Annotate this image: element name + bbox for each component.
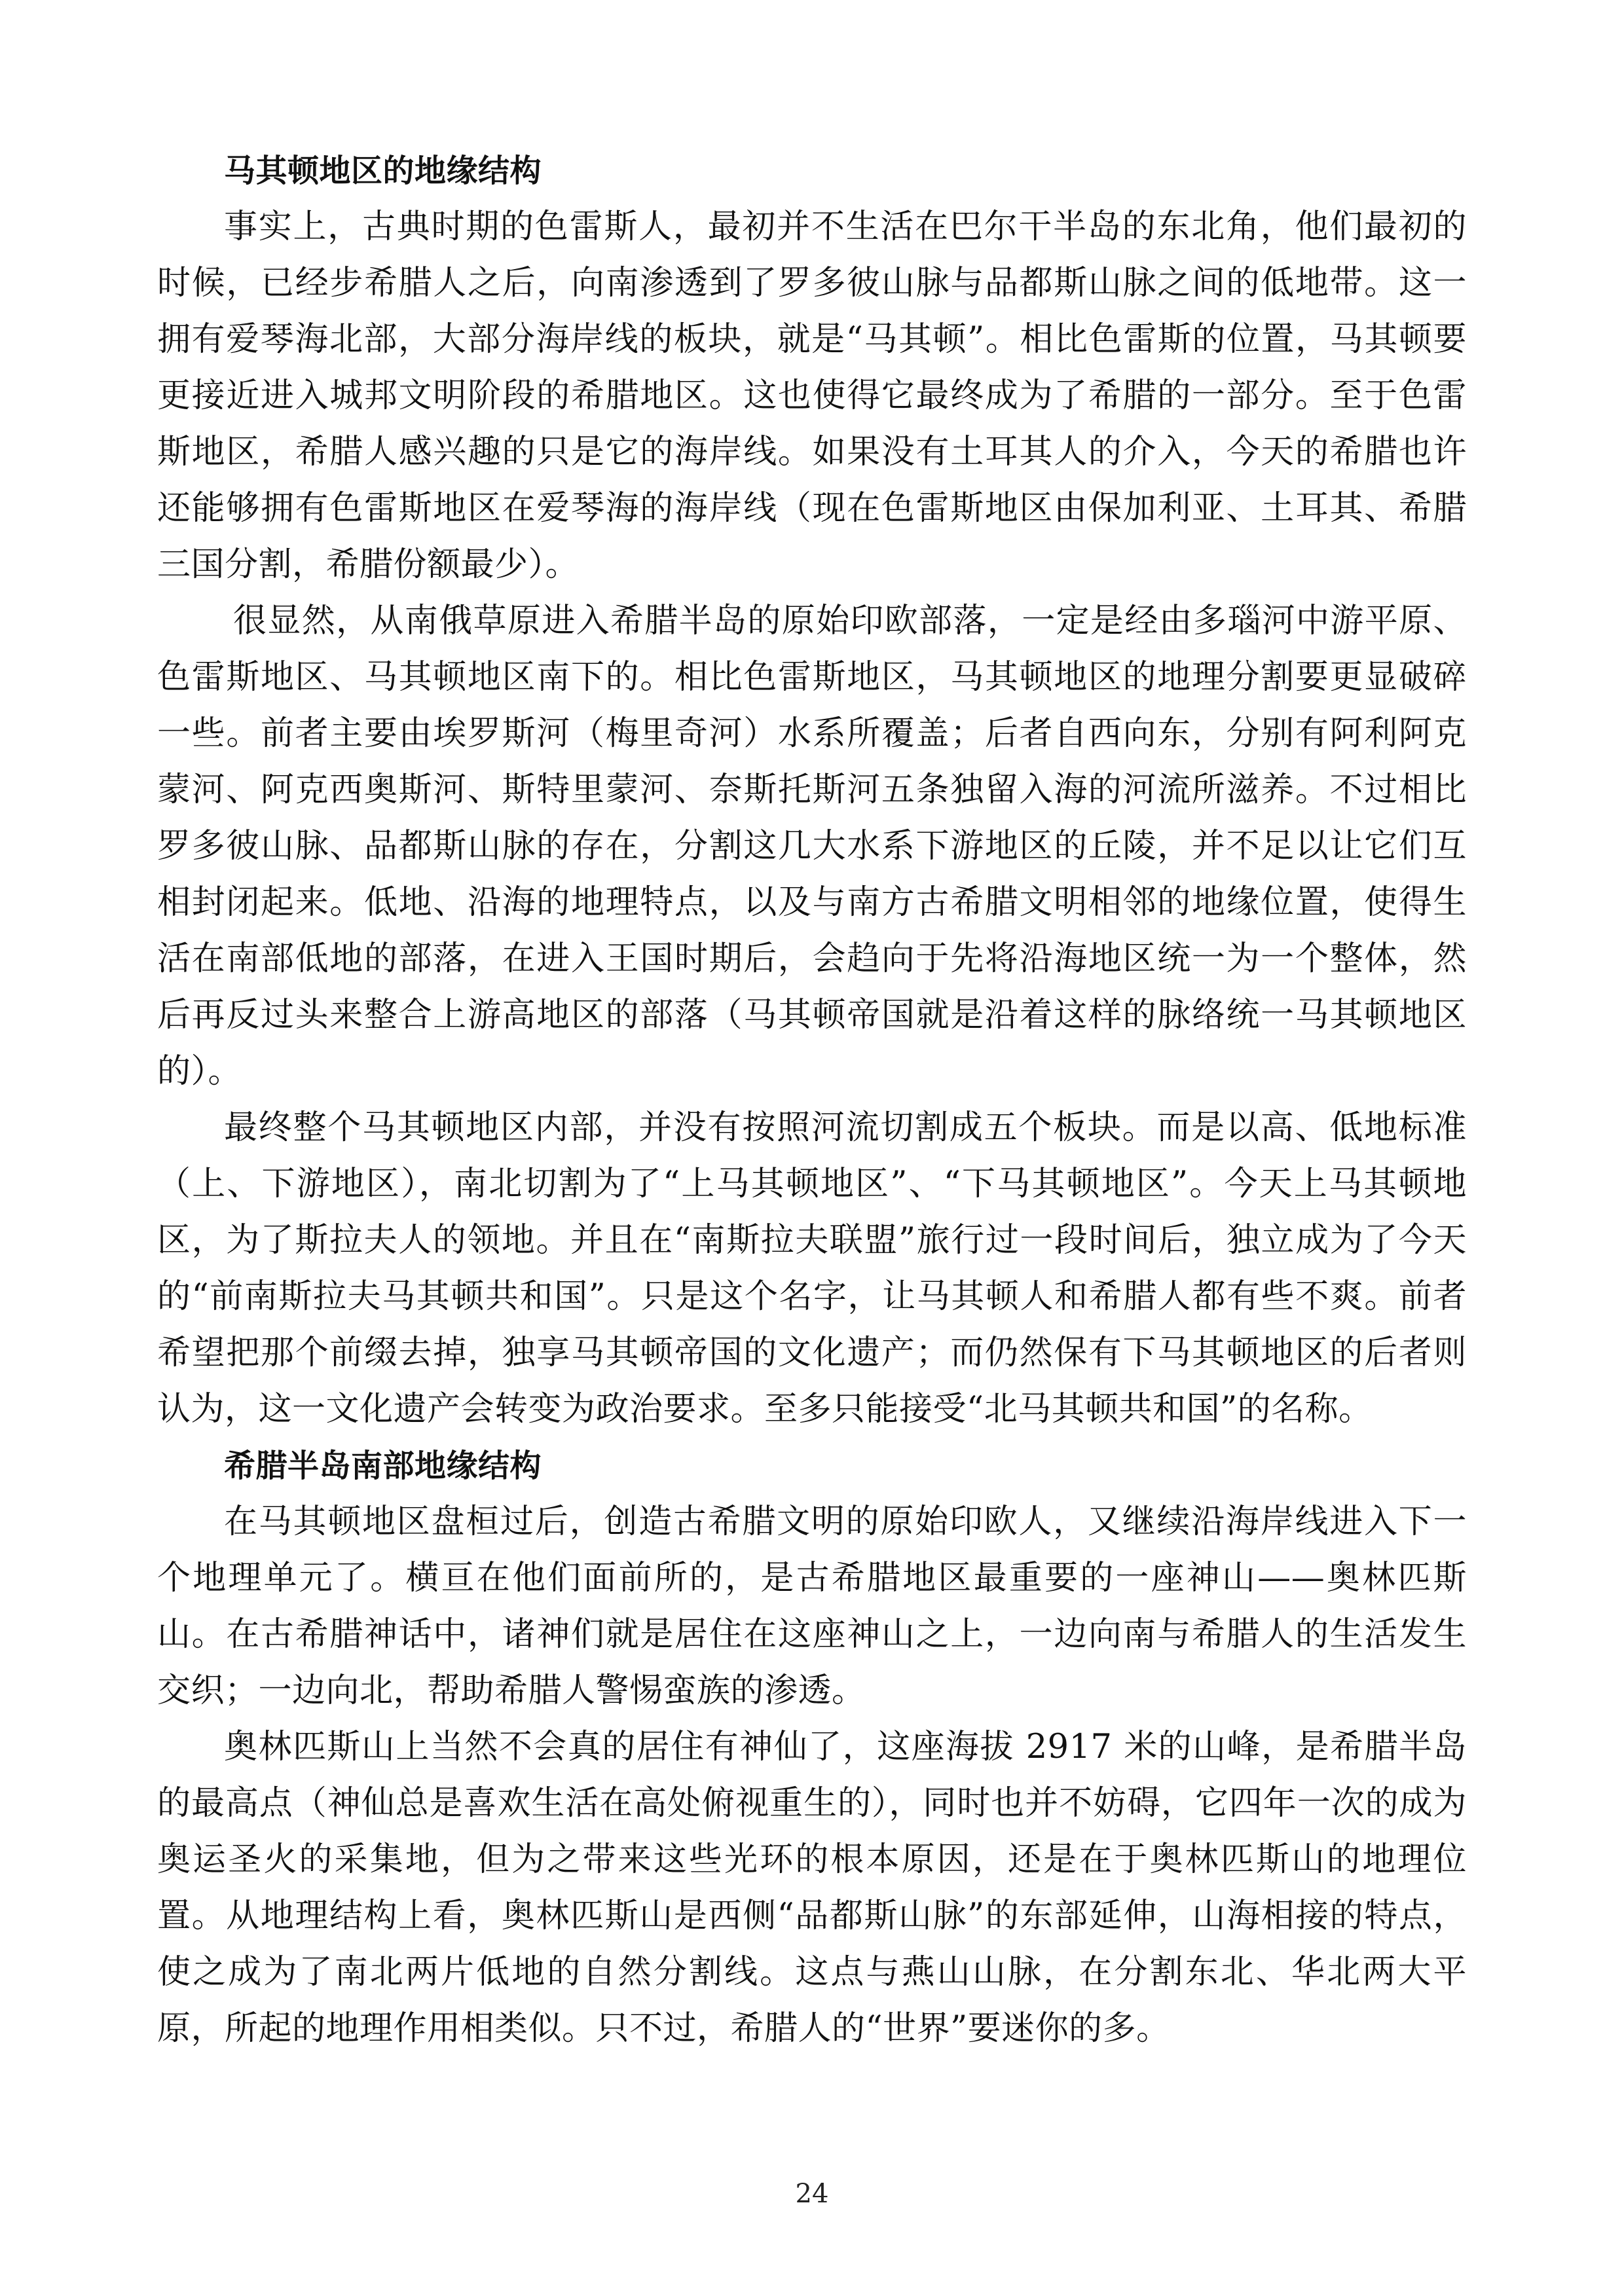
page-number: 24 bbox=[795, 2179, 829, 2209]
page-content bbox=[157, 143, 1467, 2057]
paragraph: 在马其顿地区盘桓过后，创造古希腊文明的原始印欧人，又继续沿海岸线进入下一个地理单元了。横亘在他们面前所的，是古希腊地区最重要的一座神山——奥林匹斯山。在古希腊神话中，诸神们就是居住在这座神山之上，一边向南与希腊人的生活发生交织；一边向北，帮助希腊人警惕蛮族的渗透。 bbox=[157, 1503, 1467, 1710]
paragraph: 事实上，古典时期的色雷斯人，最初并不生活在巴尔干半岛的东北角，他们最初的时候，已经步希腊人之后，向南渗透到了罗多彼山脉与品都斯山脉之间的低地带。这一拥有爱琴海北部，大部分海岸线的板块，就是“马其顿”。相比色雷斯的位置，马其顿要更接近进入城邦文明阶段的希腊地区。这也使得它最终成为了希腊的一部分。至于色雷斯地区，希腊人感兴趣的只是它的海岸线。如果没有土耳其人的介入，今天的希腊也许还能够拥有色雷斯地区在爱琴海的海岸线（现在色雷斯地区由保加利亚、土耳其、希腊三国分割，希腊份额最少）。 bbox=[157, 208, 1467, 584]
paragraph: 奥林匹斯山上当然不会真的居住有神仙了，这座海拔 2917 米的山峰，是希腊半岛的最高点（神仙总是喜欢生活在高处俯视重生的），同时也并不妨碍，它四年一次的成为奥运圣火的采集地，但为之带来这些光环的根本原因，还是在于奥林匹斯山的地理位置。从地理结构上看，奥林匹斯山是西侧“品都斯山脉”的东部延伸，山海相接的特点，使之成为了南北两片低地的自然分割线。这点与燕山山脉，在分割东北、华北两大平原，所起的地理作用相类似。只不过，希腊人的“世界”要迷你的多。 bbox=[157, 1728, 1467, 2048]
paragraph: 很显然，从南俄草原进入希腊半岛的原始印欧部落，一定是经由多瑙河中游平原、色雷斯地区、马其顿地区南下的。相比色雷斯地区，马其顿地区的地理分割要更显破碎一些。前者主要由埃罗斯河（梅里奇河）水系所覆盖；后者自西向东，分别有阿利阿克蒙河、阿克西奥斯河、斯特里蒙河、奈斯托斯河五条独留入海的河流所滋养。不过相比罗多彼山脉、品都斯山脉的存在，分割这几大水系下游地区的丘陵，并不足以让它们互相封闭起来。低地、沿海的地理特点，以及与南方古希腊文明相邻的地缘位置，使得生活在南部低地的部落，在进入王国时期后，会趋向于先将沿海地区统一为一个整体，然后再反过头来整合上游高地区的部落（马其顿帝国就是沿着这样的脉络统一马其顿地区的）。 bbox=[157, 602, 1467, 1091]
section-heading-macedonia: 马其顿地区的地缘结构 bbox=[224, 153, 542, 189]
section-heading-southern-greece: 希腊半岛南部地缘结构 bbox=[224, 1448, 542, 1484]
paragraph: 最终整个马其顿地区内部，并没有按照河流切割成五个板块。而是以高、低地标准（上、下游地区），南北切割为了“上马其顿地区”、“下马其顿地区”。今天上马其顿地区，为了斯拉夫人的领地。并且在“南斯拉夫联盟”旅行过一段时间后，独立成为了今天的“前南斯拉夫马其顿共和国”。只是这个名字，让马其顿人和希腊人都有些不爽。前者希望把那个前缀去掉，独享马其顿帝国的文化遗产；而仍然保有下马其顿地区的后者则认为，这一文化遗产会转变为政治要求。至多只能接受“北马其顿共和国”的名称。 bbox=[157, 1108, 1467, 1429]
